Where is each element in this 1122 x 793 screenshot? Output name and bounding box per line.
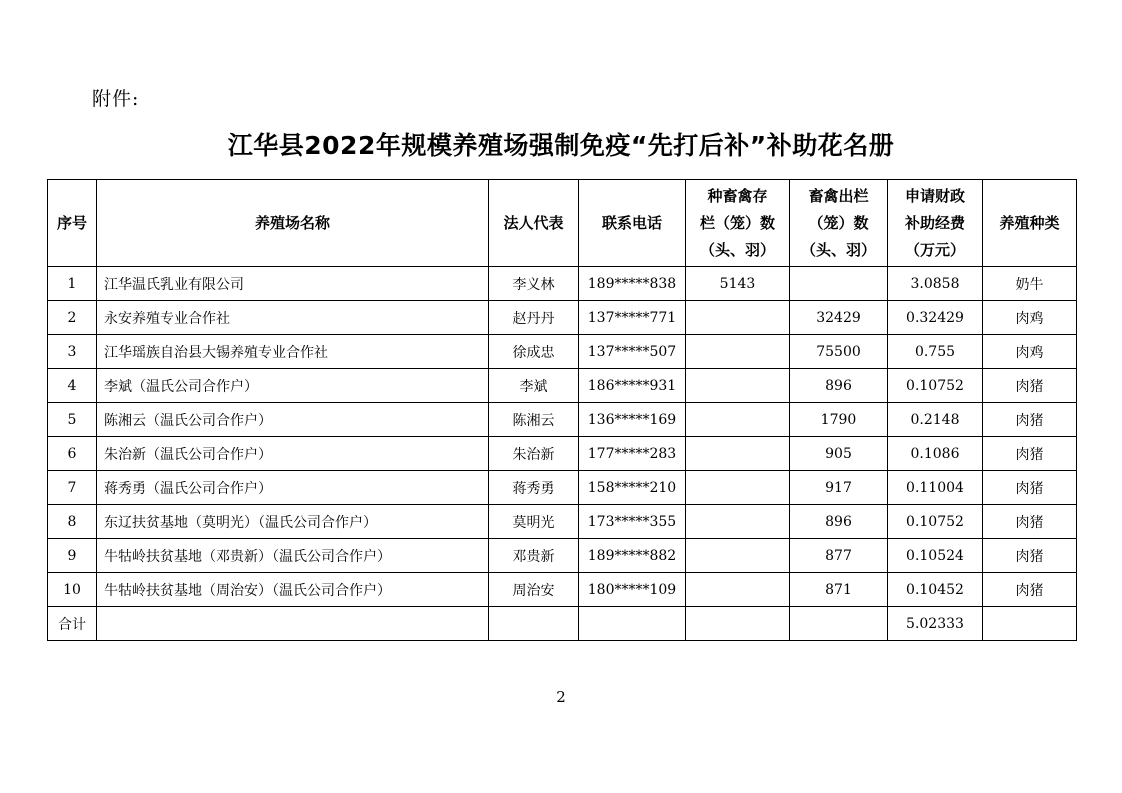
cell-legal-rep: 陈湘云 <box>489 403 579 437</box>
cell-stock-count <box>686 437 790 471</box>
cell-row-no: 4 <box>48 369 97 403</box>
cell-row-no: 10 <box>48 573 97 607</box>
cell-row-no: 8 <box>48 505 97 539</box>
table-row <box>48 369 1077 403</box>
cell-legal-rep: 周治安 <box>489 573 579 607</box>
cell-breed-type: 肉猪 <box>983 403 1077 437</box>
cell-outbound-count: 896 <box>790 369 888 403</box>
header-breed-type: 养殖种类 <box>983 180 1077 267</box>
table-row <box>48 403 1077 437</box>
cell-phone: 137*****771 <box>579 301 686 335</box>
cell-legal-rep: 邓贵新 <box>489 539 579 573</box>
cell-phone: 189*****882 <box>579 539 686 573</box>
document-title: 江华县2022年规模养殖场强制免疫“先打后补”补助花名册 <box>227 131 895 160</box>
cell-legal-rep: 李斌 <box>489 369 579 403</box>
cell-subsidy-fund: 0.10752 <box>888 505 983 539</box>
table-row <box>48 471 1077 505</box>
cell-outbound-count <box>790 267 888 301</box>
cell-breed-type: 肉猪 <box>983 437 1077 471</box>
page-number: 2 <box>556 688 566 706</box>
cell-subsidy-fund: 0.10524 <box>888 539 983 573</box>
cell-row-no: 2 <box>48 301 97 335</box>
cell-farm-name: 朱治新（温氏公司合作户） <box>97 437 489 471</box>
cell-subsidy-fund: 0.10452 <box>888 573 983 607</box>
cell-subsidy-fund: 0.10752 <box>888 369 983 403</box>
cell-farm-name: 东辽扶贫基地（莫明光）（温氏公司合作户） <box>97 505 489 539</box>
cell-subsidy-fund: 0.755 <box>888 335 983 369</box>
cell-breed-type: 肉鸡 <box>983 335 1077 369</box>
cell-breed-type: 肉猪 <box>983 505 1077 539</box>
cell-outbound-count: 1790 <box>790 403 888 437</box>
cell-phone: 186*****931 <box>579 369 686 403</box>
cell-row-no: 6 <box>48 437 97 471</box>
cell-farm-name: 陈湘云（温氏公司合作户） <box>97 403 489 437</box>
cell-farm-name: 永安养殖专业合作社 <box>97 301 489 335</box>
cell-subsidy-fund: 0.2148 <box>888 403 983 437</box>
cell-farm-name: 牛牯岭扶贫基地（邓贵新）（温氏公司合作户） <box>97 539 489 573</box>
cell-stock-count <box>686 505 790 539</box>
cell-phone: 158*****210 <box>579 471 686 505</box>
cell-farm-name: 蒋秀勇（温氏公司合作户） <box>97 471 489 505</box>
cell-stock-count: 5143 <box>686 267 790 301</box>
cell-subsidy-fund: 0.32429 <box>888 301 983 335</box>
header-farm-name: 养殖场名称 <box>97 180 489 267</box>
cell-breed-type: 肉猪 <box>983 573 1077 607</box>
cell-phone: 173*****355 <box>579 505 686 539</box>
cell-subsidy-fund: 0.1086 <box>888 437 983 471</box>
cell-legal-rep: 朱治新 <box>489 437 579 471</box>
cell-legal-rep: 蒋秀勇 <box>489 471 579 505</box>
cell-outbound-count: 75500 <box>790 335 888 369</box>
cell-row-no: 1 <box>48 267 97 301</box>
cell-stock-count <box>686 471 790 505</box>
cell-phone: 189*****838 <box>579 267 686 301</box>
cell-stock-count <box>686 369 790 403</box>
cell-farm-name: 江华温氏乳业有限公司 <box>97 267 489 301</box>
total-label: 合计 <box>48 607 97 641</box>
cell-breed-type: 肉猪 <box>983 369 1077 403</box>
cell-legal-rep: 莫明光 <box>489 505 579 539</box>
cell-farm-name: 江华瑶族自治县大锡养殖专业合作社 <box>97 335 489 369</box>
cell-outbound-count: 905 <box>790 437 888 471</box>
table-row <box>48 573 1077 607</box>
total-fund: 5.02333 <box>888 607 983 641</box>
cell-outbound-count: 32429 <box>790 301 888 335</box>
table-row <box>48 267 1077 301</box>
total-row <box>48 607 1077 641</box>
header-subsidy-fund: 申请财政 补助经费 （万元） <box>888 180 983 267</box>
cell-stock-count <box>686 539 790 573</box>
subsidy-roster-table <box>47 179 1077 641</box>
table-row <box>48 539 1077 573</box>
header-row <box>48 180 1077 267</box>
cell-subsidy-fund: 0.11004 <box>888 471 983 505</box>
cell-row-no: 5 <box>48 403 97 437</box>
header-phone: 联系电话 <box>579 180 686 267</box>
cell-phone: 180*****109 <box>579 573 686 607</box>
cell-subsidy-fund: 3.0858 <box>888 267 983 301</box>
cell-legal-rep: 徐成忠 <box>489 335 579 369</box>
header-stock-count: 种畜禽存 栏（笼）数 （头、羽） <box>686 180 790 267</box>
cell-breed-type: 肉猪 <box>983 471 1077 505</box>
cell-outbound-count: 877 <box>790 539 888 573</box>
cell-phone: 177*****283 <box>579 437 686 471</box>
table-row <box>48 505 1077 539</box>
table-row <box>48 437 1077 471</box>
table-row <box>48 301 1077 335</box>
cell-row-no: 9 <box>48 539 97 573</box>
cell-stock-count <box>686 573 790 607</box>
cell-phone: 137*****507 <box>579 335 686 369</box>
cell-row-no: 3 <box>48 335 97 369</box>
cell-legal-rep: 李义林 <box>489 267 579 301</box>
cell-breed-type: 奶牛 <box>983 267 1077 301</box>
header-outbound-count: 畜禽出栏 （笼）数 （头、羽） <box>790 180 888 267</box>
cell-outbound-count: 896 <box>790 505 888 539</box>
cell-stock-count <box>686 403 790 437</box>
cell-legal-rep: 赵丹丹 <box>489 301 579 335</box>
cell-phone: 136*****169 <box>579 403 686 437</box>
cell-farm-name: 李斌（温氏公司合作户） <box>97 369 489 403</box>
header-legal-rep: 法人代表 <box>489 180 579 267</box>
cell-row-no: 7 <box>48 471 97 505</box>
cell-outbound-count: 871 <box>790 573 888 607</box>
header-no: 序号 <box>48 180 97 267</box>
cell-breed-type: 肉鸡 <box>983 301 1077 335</box>
cell-stock-count <box>686 301 790 335</box>
cell-breed-type: 肉猪 <box>983 539 1077 573</box>
cell-outbound-count: 917 <box>790 471 888 505</box>
cell-stock-count <box>686 335 790 369</box>
cell-farm-name: 牛牯岭扶贫基地（周治安）（温氏公司合作户） <box>97 573 489 607</box>
attachment-label: 附件: <box>92 88 140 110</box>
table-row <box>48 335 1077 369</box>
